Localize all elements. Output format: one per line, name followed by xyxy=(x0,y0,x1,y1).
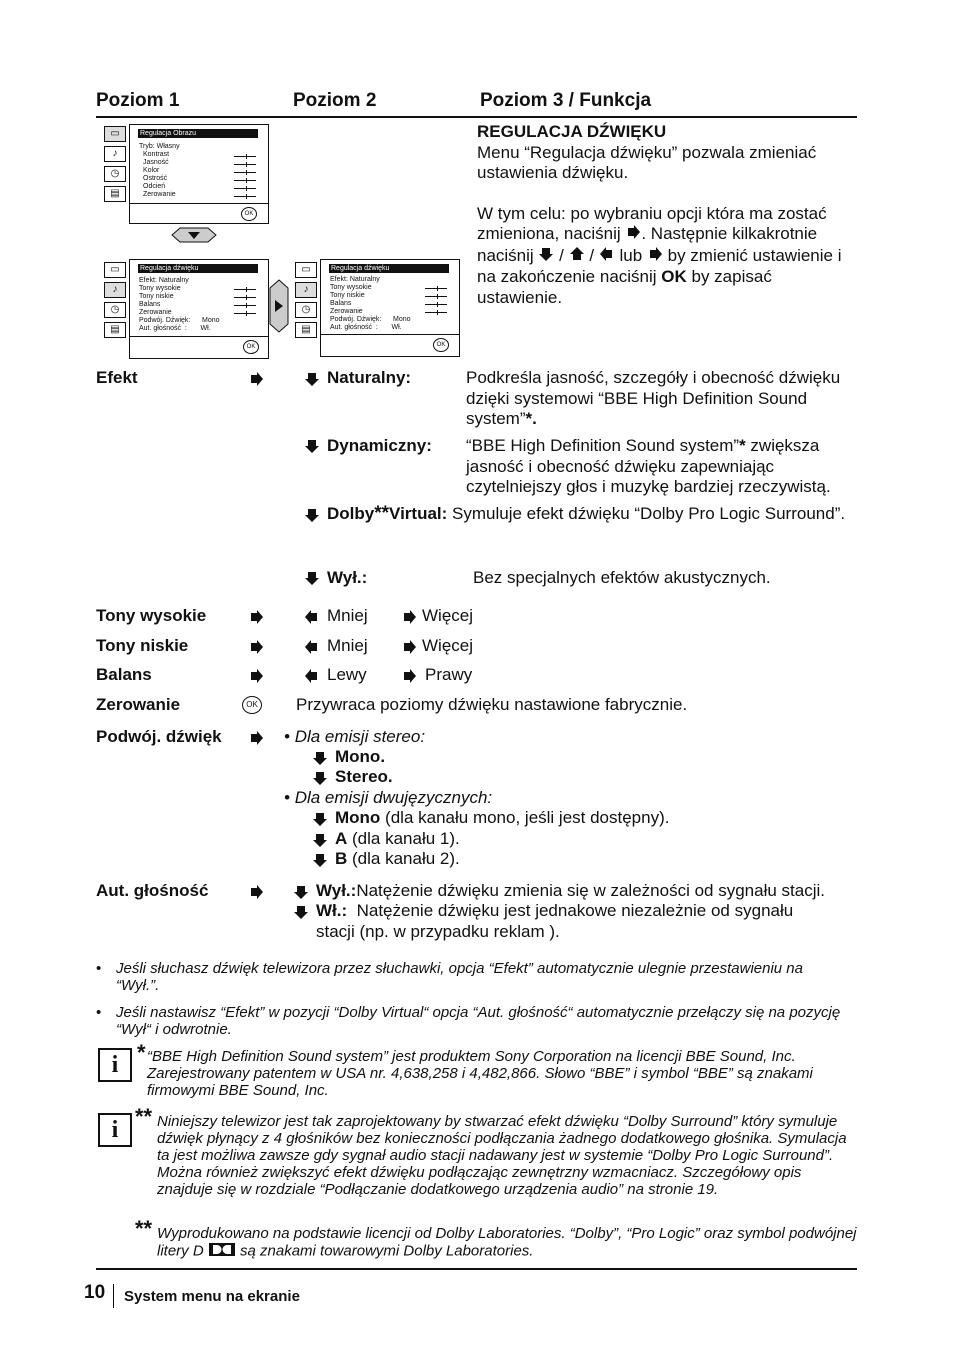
ok-icon: OK xyxy=(242,696,262,714)
footnote-mark: ** xyxy=(135,1216,153,1241)
reset-desc: Przywraca poziomy dźwięku nastawione fabrycznie. xyxy=(296,695,688,714)
header-col2: Poziom 2 xyxy=(293,90,377,111)
menu3-item: Aut. głośność : Wł. xyxy=(330,324,402,331)
picture-icon: ▭ xyxy=(104,126,126,142)
menu1-icons xyxy=(104,126,126,206)
auto-volume-label: Aut. głośność xyxy=(96,881,209,900)
down-arrow-icon xyxy=(312,852,328,868)
menu2-item: Balans xyxy=(139,301,161,308)
menu3-item: Tony wysokie xyxy=(330,284,372,291)
info-icon: i xyxy=(98,1113,132,1147)
efekt-label: Efekt xyxy=(96,368,138,387)
down-arrow-icon xyxy=(304,438,320,454)
right-arrow-icon xyxy=(647,246,663,268)
menu1-item: Tryb: Własny xyxy=(139,143,180,150)
efekt-dynamic-desc: “BBE High Definition Sound system”* zwiększa jasność i obecność dźwięku zapewniając czytelniejszy głos i muzykę bardziej rzeczywistą. xyxy=(466,436,831,496)
menu3-item: Tony niskie xyxy=(330,292,365,299)
picture-icon: ▭ xyxy=(104,262,126,278)
footer-section: System menu na ekranie xyxy=(124,1288,300,1305)
footer-rule xyxy=(96,1268,857,1270)
auto-volume-off: Wył.:Natężenie dźwięku zmienia się w zależności od sygnału stacji. xyxy=(316,881,825,900)
toolbox-icon: ▤ xyxy=(104,322,126,338)
left-arrow-icon xyxy=(304,609,320,625)
right-arrow-icon xyxy=(248,884,264,900)
efekt-natural-desc: Podkreśla jasność, szczegóły i obecność dźwięku dzięki systemowi “BBE High Definition Sound system”*. xyxy=(466,368,841,428)
menu1-item: Ostrość xyxy=(143,175,168,182)
dual-sound-label: Podwój. dźwięk xyxy=(96,727,222,746)
down-arrow-icon xyxy=(312,832,328,848)
down-arrow-icon xyxy=(538,246,554,268)
efekt-dolby: Dolby**Virtual: Symuluje efekt dźwięku “Dolby Pro Logic Surround”. xyxy=(327,503,846,524)
note-dolby-surround: Niniejszy telewizor jest tak zaprojektowany by stwarzać efekt dźwięku “Dolby Surround” który symuluje dźwięk płynący z 4 głośników bez konieczności podłączania żadnego dodatkowego głośnika. Symulacja ta jest możliwa zawsze gdy sygnał audio stacji nadawany jest w systemie “Dolby Pro Logic Surround”. Można również zwiększyć efekt dźwięku podłączając zewnętrzny wzmacniacz. Szczegółowy opis znajduje się w rozdziale “Podłączanie dodatkowego urządzenia audio” na stronie 19. xyxy=(157,1113,847,1198)
menu1-item: Zerowanie xyxy=(143,191,176,198)
bass-label: Tony niskie xyxy=(96,636,189,655)
menu2-item: Podwój. Dźwięk: Mono xyxy=(139,317,220,324)
left-arrow-icon xyxy=(304,668,320,684)
menu2-item: Aut. głośność : Wł. xyxy=(139,325,211,332)
right-arrow-icon xyxy=(248,730,264,746)
footnote-mark: ** xyxy=(135,1104,153,1129)
treble-less: Mniej xyxy=(327,606,368,625)
right-arrow-icon xyxy=(401,668,417,684)
menu1-title: Regulacja Obrazu xyxy=(138,129,258,138)
menu2-item: Efekt: Naturalny xyxy=(139,277,189,284)
right-arrow-icon xyxy=(248,639,264,655)
ok-icon: OK xyxy=(433,338,449,352)
header-col1: Poziom 1 xyxy=(96,90,180,111)
menu2-title: Regulacja dźwięku xyxy=(138,264,258,273)
page-number: 10 xyxy=(84,1282,106,1303)
down-arrow-icon xyxy=(312,811,328,827)
menu3-item: Efekt: Naturalny xyxy=(330,276,380,283)
intro-title: REGULACJA DŹWIĘKU xyxy=(477,122,667,141)
dual-b: B (dla kanału 2). xyxy=(335,849,460,868)
down-button-icon xyxy=(170,226,218,244)
down-arrow-icon xyxy=(304,507,320,523)
note-bbe: “BBE High Definition Sound system” jest produktem Sony Corporation na licencji BBE Sound, Inc. Zarejestrowany patentem w USA nr. 4,638,258 i 4,482,866. Słowo “BBE” i symbol “BBE” są znakami firmowymi BBE Sound, Inc. xyxy=(147,1048,813,1099)
menu1-item: Odcień xyxy=(143,183,166,190)
header-col3: Poziom 3 / Funkcja xyxy=(480,90,652,111)
footnote-mark: * xyxy=(137,1040,146,1065)
bass-less: Mniej xyxy=(327,636,368,655)
menu3-item: Zerowanie xyxy=(330,308,363,315)
toolbox-icon: ▤ xyxy=(295,322,317,338)
menu3-item: Podwój. Dźwięk: Mono xyxy=(330,316,411,323)
dual-mono2: Mono (dla kanału mono, jeśli jest dostępny). xyxy=(335,808,670,827)
dual-a: A (dla kanału 1). xyxy=(335,829,460,848)
menu2-icons xyxy=(104,262,126,342)
auto-volume-on: Wł.: Natężenie dźwięku jest jednakowe niezależnie od sygnału stacji (np. w przypadku reklam ). xyxy=(316,901,798,941)
menu3-item: Balans xyxy=(330,300,352,307)
down-arrow-icon xyxy=(312,770,328,786)
down-arrow-icon xyxy=(304,371,320,387)
right-arrow-icon xyxy=(625,224,641,246)
menu2-item: Tony niskie xyxy=(139,293,174,300)
efekt-natural: Naturalny: xyxy=(327,368,412,387)
note-icon: ♪ xyxy=(104,146,126,162)
efekt-dynamic: Dynamiczny: xyxy=(327,436,432,455)
reset-label: Zerowanie xyxy=(96,695,181,714)
clock-icon: ◷ xyxy=(104,302,126,318)
header-rule xyxy=(96,116,857,118)
down-arrow-icon xyxy=(312,750,328,766)
right-arrow-icon xyxy=(248,609,264,625)
double-d-icon xyxy=(208,1242,236,1261)
left-arrow-icon xyxy=(599,246,615,268)
dual-mono: Mono. xyxy=(335,747,386,766)
up-arrow-icon xyxy=(569,246,585,268)
dual-stereo: Stereo. xyxy=(335,767,393,786)
footer-divider xyxy=(113,1284,114,1308)
intro-p1: Menu “Regulacja dźwięku” pozwala zmieniać ustawienia dźwięku. xyxy=(477,142,817,182)
toolbox-icon: ▤ xyxy=(104,186,126,202)
menu1-item: Kolor xyxy=(143,167,160,174)
efekt-off-desc: Bez specjalnych efektów akustycznych. xyxy=(473,568,771,587)
note-icon: ♪ xyxy=(104,282,126,298)
info-icon: i xyxy=(98,1048,132,1082)
picture-icon: ▭ xyxy=(295,262,317,278)
treble-label: Tony wysokie xyxy=(96,606,207,625)
balance-right: Prawy xyxy=(425,665,473,684)
balance-label: Balans xyxy=(96,665,152,684)
menu3-title: Regulacja dźwięku xyxy=(329,264,449,273)
down-arrow-icon xyxy=(293,904,309,920)
intro-p2: W tym celu: po wybraniu opcji która ma zostać zmieniona, naciśnij . Następnie kilkakrotnie naciśnij / / lub by zmienić ustawienie i na zakończenie naciśnij OK by zapisać ustawienie. xyxy=(477,203,842,307)
right-button-icon xyxy=(268,278,290,334)
bass-more: Więcej xyxy=(422,636,474,655)
efekt-off: Wył.: xyxy=(327,568,368,587)
tv-menu-sound-a xyxy=(129,259,269,359)
menu2-item: Zerowanie xyxy=(139,309,172,316)
tv-menu-sound-b xyxy=(320,259,460,357)
ok-icon: OK xyxy=(243,340,259,354)
right-arrow-icon xyxy=(401,609,417,625)
down-arrow-icon xyxy=(293,884,309,900)
clock-icon: ◷ xyxy=(295,302,317,318)
bullet-dot: • xyxy=(96,960,102,977)
bullet-dot: • xyxy=(96,1004,102,1021)
clock-icon: ◷ xyxy=(104,166,126,182)
dual-bilingual-head: • Dla emisji dwujęzycznych: xyxy=(284,788,493,807)
balance-left: Lewy xyxy=(327,665,367,684)
bullet-dolby-virtual: Jeśli nastawisz “Efekt” w pozycji “Dolby Virtual“ opcja “Aut. głośność“ automatycznie przełączy się na pozycję “Wył“ i odwrotnie. xyxy=(116,1004,841,1038)
intro xyxy=(477,122,857,308)
bullet-headphones: Jeśli słuchasz dźwięk telewizora przez słuchawki, opcja “Efekt” automatycznie ulegnie przestawieniu na “Wył.”. xyxy=(116,960,803,994)
right-arrow-icon xyxy=(248,371,264,387)
menu1-item: Jasność xyxy=(143,159,169,166)
note-icon: ♪ xyxy=(295,282,317,298)
note-dolby-license: Wyprodukowano na podstawie licencji od Dolby Laboratories. “Dolby”, “Pro Logic” oraz symbol podwójnej litery D są znakami towarowymi Dolby Laboratories. xyxy=(157,1225,857,1260)
dual-stereo-head: • Dla emisji stereo: xyxy=(284,727,426,746)
tv-menu-picture xyxy=(129,124,269,224)
menu3-icons xyxy=(295,262,317,342)
menu2-item: Tony wysokie xyxy=(139,285,181,292)
down-arrow-icon xyxy=(304,570,320,586)
treble-more: Więcej xyxy=(422,606,474,625)
right-arrow-icon xyxy=(248,668,264,684)
menu1-item: Kontrast xyxy=(143,151,170,158)
ok-icon: OK xyxy=(241,207,257,221)
right-arrow-icon xyxy=(401,639,417,655)
left-arrow-icon xyxy=(304,639,320,655)
